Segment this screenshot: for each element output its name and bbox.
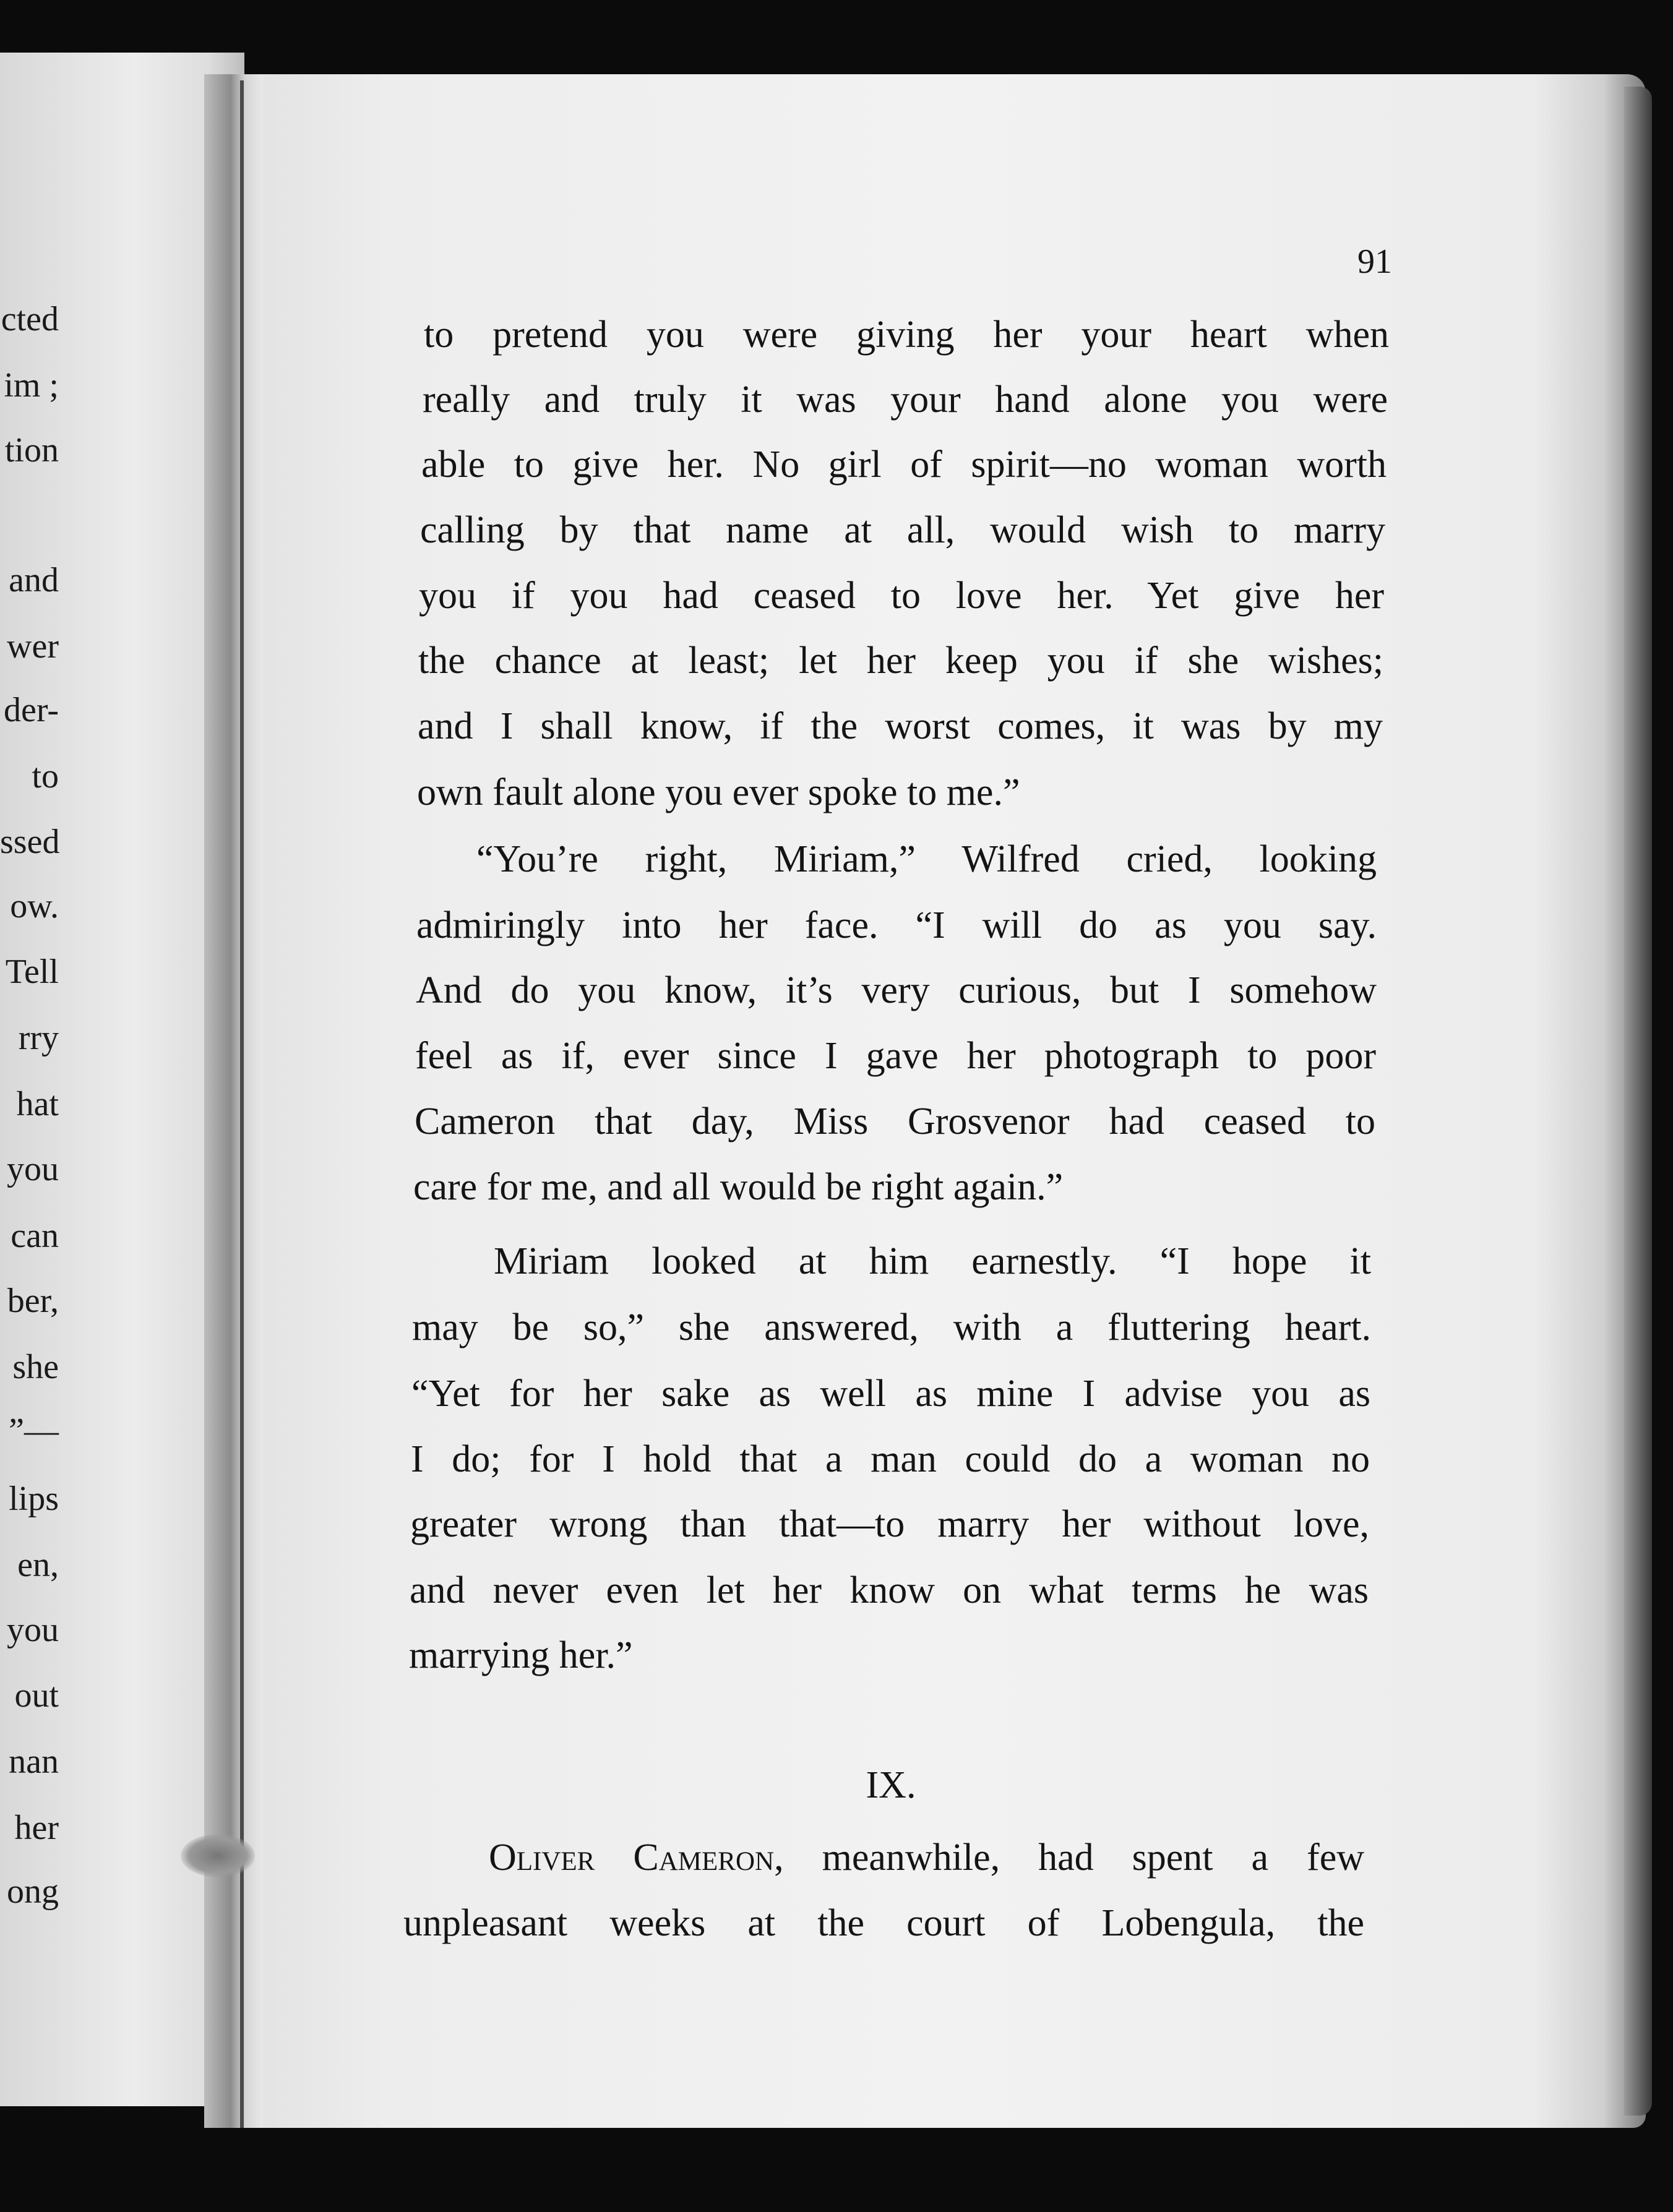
text-line: to pretend you were giving her your heart when: [424, 314, 1389, 356]
left-line: can: [11, 1217, 59, 1255]
text-line: may be so,” she answered, with a fluttering heart.: [412, 1306, 1371, 1348]
text-line: Miriam looked at him earnestly. “I hope it: [494, 1240, 1371, 1282]
left-line: cted: [1, 300, 59, 338]
left-line: lips: [9, 1480, 59, 1518]
opening-rest: meanwhile, had spent a few: [783, 1837, 1364, 1879]
text-line: able to give her. No girl of spirit—no woman worth: [421, 444, 1387, 486]
text-line: admiringly into her face. “I will do as you say.: [416, 904, 1377, 946]
text-line: calling by that name at all, would wish to marry: [420, 509, 1385, 551]
text-line: marrying her.”: [409, 1634, 633, 1676]
text-line: really and truly it was your hand alone you were: [423, 379, 1388, 421]
chapter-heading: IX.: [866, 1764, 916, 1806]
left-line: hat: [16, 1085, 59, 1123]
page-number: 91: [1357, 242, 1392, 281]
left-line: Tell: [5, 953, 59, 991]
text-line: greater wrong than that—to marry her without love,: [410, 1503, 1369, 1545]
text-line: and never even let her know on what terms he was: [410, 1569, 1369, 1611]
left-line: ”—: [9, 1412, 59, 1450]
left-line: you: [7, 1611, 59, 1649]
left-line: and: [9, 561, 59, 599]
text-line: feel as if, ever since I gave her photograph to poor: [415, 1035, 1376, 1077]
left-line: you: [7, 1150, 59, 1188]
text-line: unpleasant weeks at the court of Lobengula, the: [403, 1902, 1364, 1944]
left-line: im ;: [4, 366, 59, 405]
left-line: wer: [7, 627, 59, 666]
text-line: care for me, and all would be right again.”: [413, 1166, 1064, 1208]
opening-smallcaps: Oliver Cameron,: [489, 1837, 784, 1879]
text-line: and I shall know, if the worst comes, it was by my: [418, 705, 1383, 747]
left-line: tion: [4, 431, 59, 469]
left-line: to: [32, 757, 59, 795]
left-line: nan: [9, 1743, 59, 1781]
left-line: rry: [18, 1019, 59, 1057]
left-line: en,: [17, 1546, 59, 1584]
left-line: der-: [3, 691, 59, 729]
text-line: And do you know, it’s very curious, but I somehow: [416, 969, 1377, 1011]
chapter-opening-line: [489, 1838, 1364, 1877]
text-line: I do; for I hold that a man could do a woman no: [411, 1438, 1370, 1480]
text-line: “You’re right, Miriam,” Wilfred cried, looking: [476, 838, 1377, 880]
left-line: she: [12, 1348, 59, 1386]
text-line: you if you had ceased to love her. Yet give her: [419, 575, 1384, 617]
left-line: her: [14, 1809, 59, 1847]
left-line: out: [14, 1676, 59, 1715]
left-line: ow.: [10, 887, 59, 925]
text-line: “Yet for her sake as well as mine I advise you as: [411, 1373, 1370, 1415]
text-line: the chance at least; let her keep you if she wishes;: [418, 640, 1383, 682]
left-line: ong: [7, 1872, 59, 1911]
left-line: ber,: [7, 1282, 59, 1320]
left-line: ssed: [0, 823, 60, 861]
text-line: own fault alone you ever spoke to me.”: [417, 771, 1020, 813]
text-line: Cameron that day, Miss Grosvenor had ceased to: [415, 1100, 1375, 1142]
